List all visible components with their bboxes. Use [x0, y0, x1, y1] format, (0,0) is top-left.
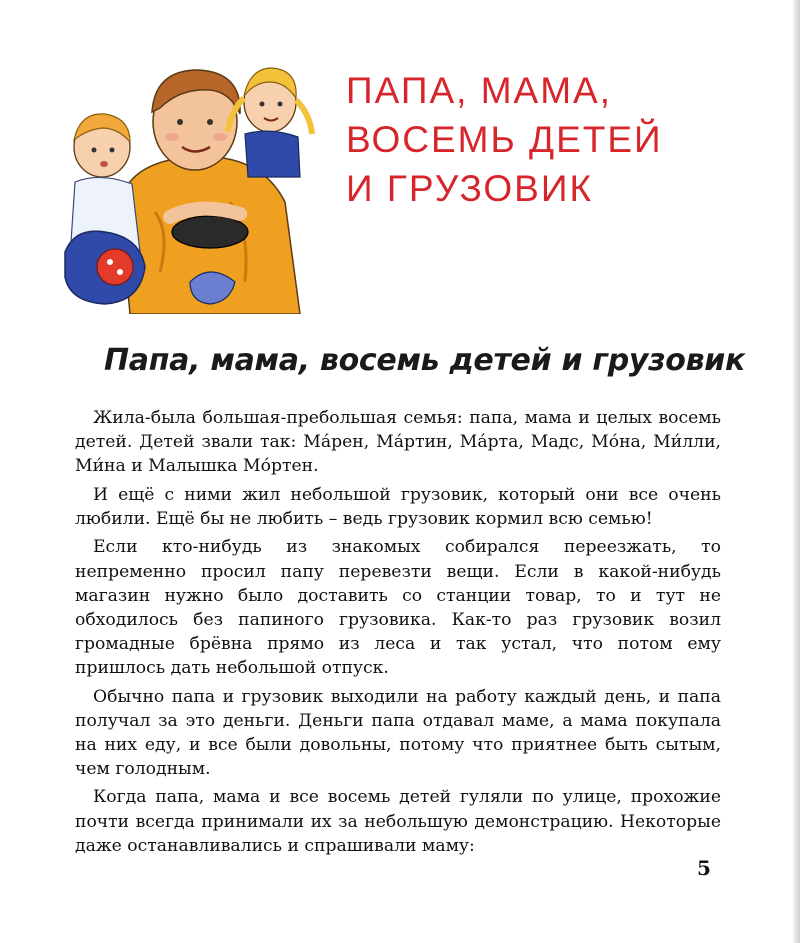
chapter-title-line: ПАПА, МАМА,: [346, 70, 612, 111]
page-number: 5: [697, 856, 711, 880]
chapter-subtitle: Папа, мама, восемь детей и грузовик: [104, 343, 746, 378]
family-illustration: [60, 52, 322, 314]
chapter-title-line: ВОСЕМЬ ДЕТЕЙ: [346, 119, 663, 160]
page-edge-shadow: [793, 0, 800, 943]
paragraph: Жила-была большая-пребольшая семья: папа, мама и целых восемь детей. Детей звали так: Ма́рен, Ма́ртин, Ма́рта, Мадс, Мо́на, Ми́лли, Ми́на и Малышка Мо́ртен.: [75, 408, 721, 477]
chapter-title: [346, 66, 766, 213]
chapter-title-line: И ГРУЗОВИК: [346, 168, 594, 209]
story-text: [75, 406, 721, 862]
paragraph: Когда папа, мама и все восемь детей гуляли по улице, прохожие почти всегда принимали их за небольшую демонстрацию. Некоторые даже останавливались и спрашивали маму:: [75, 787, 721, 856]
paragraph: Обычно папа и грузовик выходили на работу каждый день, и папа получал за это деньги. Деньги папа отдавал маме, а мама покупала на них еду, и все были довольны, потому что приятнее быть сытым, чем голодным.: [75, 686, 721, 779]
paragraph: И ещё с ними жил небольшой грузовик, который они все очень любили. Ещё бы не любить – ведь грузовик кормил всю семью!: [75, 484, 721, 529]
paragraph: Если кто-нибудь из знакомых собирался переезжать, то непременно просил папу перевезти вещи. Если в какой-нибудь магазин нужно было доставить со станции товар, то и тут не обходилось без папиного грузовика. Как-то раз грузовик возил громадные брёвна прямо из леса и так устал, что потом ему пришлось дать небольшой отпуск.: [75, 537, 721, 678]
